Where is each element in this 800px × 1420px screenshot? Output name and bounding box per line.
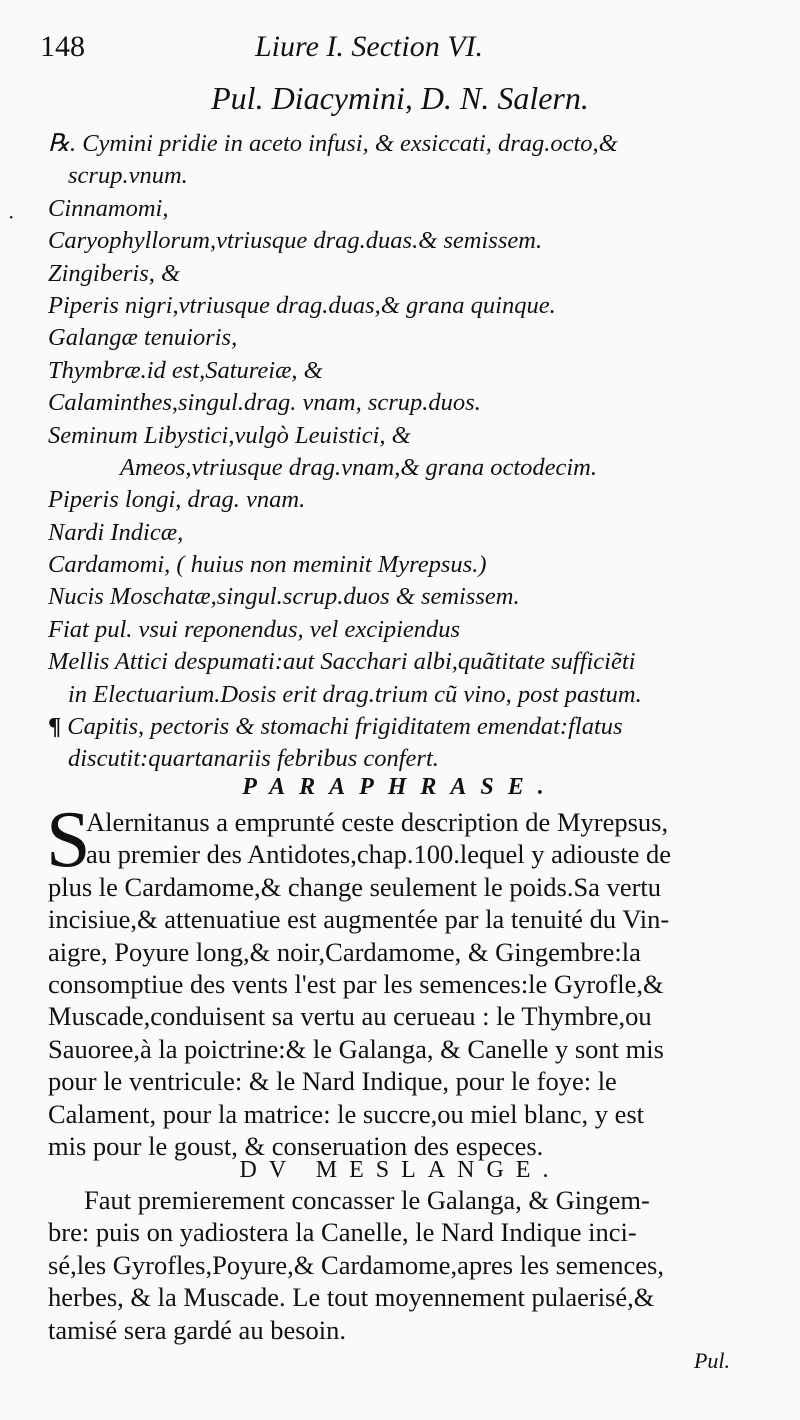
recipe-line: Zingiberis, & — [48, 259, 181, 287]
text-line: pour le ventricule: & le Nard Indique, pour le foye: le — [48, 1066, 617, 1097]
paraphrase-text — [46, 796, 760, 1162]
margin-dot: · — [8, 205, 15, 229]
text-line: consomptiue des vents l'est par les semences:le Gyrofle,& — [48, 968, 664, 999]
text-line: aigre, Poyure long,& noir,Cardamome, & Gingembre:la — [48, 936, 641, 967]
recipe-line: scrup.vnum. — [68, 162, 188, 190]
recipe-line: Fiat pul. vsui reponendus, vel excipiendus — [48, 615, 461, 643]
recipe-line: Cardamomi, ( huius non meminit Myrepsus.) — [48, 551, 487, 579]
text-line: au premier des Antidotes,chap.100.lequel y adiouste de — [86, 839, 672, 870]
recipe-list — [48, 128, 760, 776]
text-line: Sauoree,à la poictrine:& le Galanga, & Canelle y sont mis — [48, 1033, 664, 1064]
recipe-line: Thymbræ.id est,Satureiæ, & — [48, 356, 323, 384]
paraphrase-heading: PARAPHRASE. — [242, 774, 558, 800]
text-line: Calament, pour la matrice: le succre,ou miel blanc, y est — [48, 1098, 645, 1129]
recipe-line: ℞. Cymini pridie in aceto infusi, & exsiccati, drag.octo,& — [48, 130, 618, 157]
recipe-line: Ameos,vtriusque drag.vnam,& grana octodecim. — [120, 453, 597, 481]
text-line: sé,les Gyrofles,Poyure,& Cardamome,apres les semences, — [48, 1249, 664, 1280]
pilcrow-icon: ¶ — [48, 713, 62, 741]
recipe-line: Nucis Moschatæ,singul.scrup.duos & semissem. — [48, 583, 520, 611]
recipe-line: Piperis nigri,vtriusque drag.duas,& grana quinque. — [48, 291, 556, 319]
text-line: tamisé sera gardé au besoin. — [48, 1314, 347, 1345]
running-head: Liure I. Section VI. — [255, 30, 484, 63]
text-line: mis pour le goust, & conseruation des especes. — [48, 1130, 544, 1161]
text-line: Alernitanus a emprunté ceste description de Myrepsus, — [86, 807, 669, 837]
meslange-heading: DV MESLANGE. — [239, 1157, 561, 1183]
recipe-title: Pul. Diacymini, D. N. Salern. — [211, 80, 589, 116]
page-number: 148 — [40, 30, 85, 63]
recipe-line: Seminum Libystici,vulgò Leuistici, & — [48, 421, 411, 449]
recipe-line: Nardi Indicæ, — [48, 518, 184, 546]
recipe-line: in Electuarium.Dosis erit drag.trium cũ vino, post pastum. — [68, 680, 642, 708]
recipe-line: Galangæ tenuioris, — [48, 324, 238, 352]
recipe-line: Capitis, pectoris & stomachi frigiditatem emendat:flatus — [67, 713, 623, 741]
text-line: Faut premierement concasser le Galanga, & Gingem- — [84, 1185, 650, 1215]
recipe-line: Calaminthes,singul.drag. vnam, scrup.duos. — [48, 389, 481, 417]
recipe-line: Piperis longi, drag. vnam. — [48, 486, 306, 514]
text-line: incisiue,& attenuatiue est augmentée par la tenuité du Vin- — [48, 904, 670, 935]
catchword: Pul. — [693, 1348, 730, 1373]
recipe-line: discutit:quartanariis febribus confert. — [68, 745, 439, 773]
text-line: Muscade,conduisent sa vertu au cerueau : le Thymbre,ou — [48, 1001, 652, 1032]
page-header — [40, 30, 760, 70]
recipe-line: Mellis Attici despumati:aut Sacchari albi,quãtitate sufficiẽti — [48, 648, 636, 676]
recipe-line: Caryophyllorum,vtriusque drag.duas.& semissem. — [48, 227, 543, 255]
text-line: herbes, & la Muscade. Le tout moyennement pulaerisé,& — [48, 1282, 655, 1313]
text-line: bre: puis on yadiostera la Canelle, le Nard Indique inci- — [48, 1217, 637, 1248]
meslange-text — [48, 1184, 760, 1346]
recipe-line: Cinnamomi, — [48, 194, 169, 222]
text-line: plus le Cardamome,& change seulement le poids.Sa vertu — [48, 871, 662, 902]
drop-cap: S — [46, 796, 91, 884]
